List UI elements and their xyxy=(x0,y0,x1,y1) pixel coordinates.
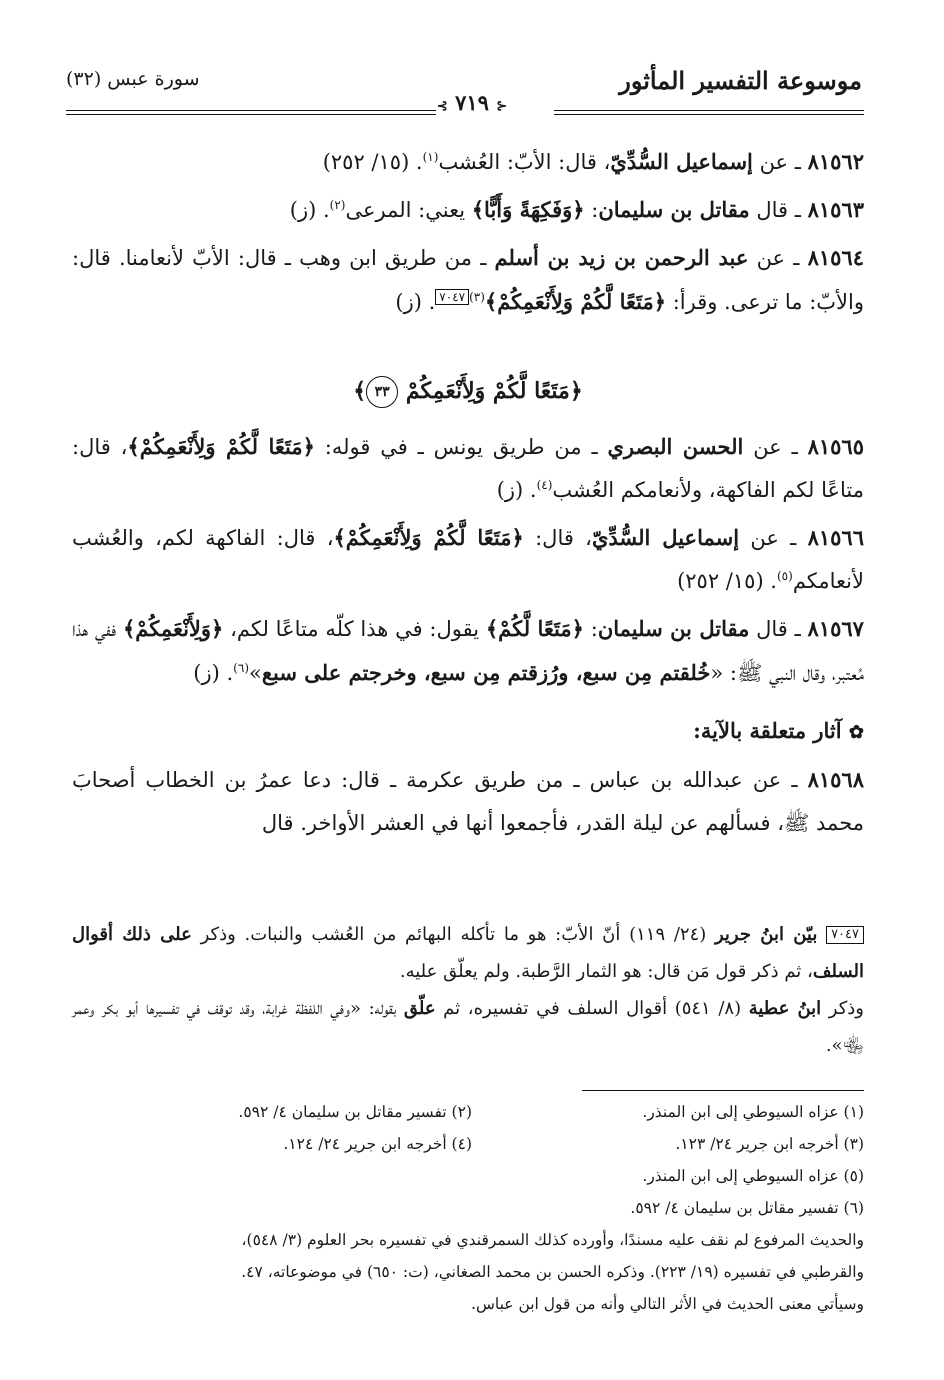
note-paragraph-1 xyxy=(72,916,864,990)
quran-quote: ﴿مَتَعًا لَّكُمْ وَلِأَنْعَمِكُمْ﴾ xyxy=(333,525,524,550)
footnote-ref[interactable]: (٣) xyxy=(469,290,485,304)
footnote-separator xyxy=(582,1090,864,1091)
footnote-6-line-1: والحديث المرفوع لم نقف عليه مسندًا، وأورده كذلك السمرقندي في تفسيره بحر العلوم (٣/ ٥٤٨)، xyxy=(241,1231,864,1249)
footnote-4: (٤) أخرجه ابن جرير ٢٤/ ١٢٤. xyxy=(283,1135,472,1153)
footnote-6-line-3: وسيأتي معنى الحديث في الأثر التالي وأنه من قول ابن عباس. xyxy=(471,1295,864,1313)
hadith-text: خُلقتم مِن سبع، ورُزقتم مِن سبع، وخرجتم على سبع xyxy=(261,660,711,685)
note-paragraph-2 xyxy=(72,990,864,1064)
note-bold: علّق xyxy=(403,998,436,1019)
scholar-name: ابنُ عطية xyxy=(748,998,822,1019)
entry-tail: . (ز) xyxy=(496,478,537,502)
ornament-right: ⊰ xyxy=(496,99,508,114)
entry-number: ٨١٥٦٣ xyxy=(807,197,864,222)
entry-lead: ـ عن xyxy=(756,246,800,270)
entry-81564 xyxy=(72,236,864,324)
entry-81567 xyxy=(72,607,864,695)
entry-text: ، قال: الأبّ: العُشب xyxy=(438,150,611,174)
verse-close: ﴾ xyxy=(353,378,367,404)
note-ref-box[interactable]: ٧٠٤٧ xyxy=(435,289,469,305)
page-number: ٧١٩ xyxy=(455,90,489,115)
entry-text: : xyxy=(584,198,599,222)
note-text: وذكر xyxy=(821,998,864,1019)
entry-text-3: ففي هذا مُعتبر، وقال النبي ﷺ: « xyxy=(72,617,864,685)
note-text: ، ثم ذكر قول مَن قال: هو الثمار الرَّطبة. ولم يعلّق عليه. xyxy=(399,961,813,982)
entry-text-2: يعني: المرعى xyxy=(345,198,472,222)
footnote-2: (٢) تفسير مقاتل بن سليمان ٤/ ٥٩٢. xyxy=(238,1103,472,1121)
section-title: آثار متعلقة بالآية: xyxy=(693,718,842,743)
footnote-ref[interactable]: (٦) xyxy=(233,661,249,675)
entry-lead: ـ قال xyxy=(756,198,801,222)
entry-number: ٨١٥٦٨ xyxy=(807,767,864,792)
entry-81563 xyxy=(72,188,864,232)
entry-tail: . (ز) xyxy=(395,290,436,314)
verse-text: ﴿مَتَعًا لَّكُمْ وَلِأَنْعَمِكُمْ xyxy=(405,378,583,404)
quran-quote: ﴿مَتَعًا لَّكُمْ وَلِأَنْعَمِكُمْ﴾ xyxy=(484,289,667,314)
entry-number: ٨١٥٦٧ xyxy=(807,616,864,641)
note-text: (٢٤/ ١١٩) أنّ الأبّ: هو ما تأكله البهائم من العُشب والنبات. وذكر xyxy=(191,924,715,945)
entry-number: ٨١٥٦٢ xyxy=(807,149,864,174)
footnote-6-line-2: والقرطبي في تفسيره (١٩/ ٢٢٣). وذكره الحسن بن محمد الصغاني، (ت: ٦٥٠) في موضوعاته، ٤٧. xyxy=(241,1263,864,1281)
entry-number: ٨١٥٦٤ xyxy=(807,245,864,270)
footnote-ref[interactable]: (٥) xyxy=(776,569,793,583)
entry-text: ـ من طريق يونس ـ في قوله: xyxy=(314,435,608,459)
scholar-name: بيّن ابنُ جرير xyxy=(714,924,818,945)
narrator-name: مقاتل بن سليمان xyxy=(598,197,750,222)
narrator-name: إسماعيل السُّدِّيّ xyxy=(610,149,753,174)
flower-icon: ✿ xyxy=(848,722,864,743)
entry-text: ـ من طريق ابن وهب ـ قال: الأبّ لأنعامنا. قال: والأبّ: ما ترعى. وقرأ: xyxy=(72,246,864,314)
quran-quote-2: ﴿وَلِأَنْعَمِكُمْ﴾ xyxy=(122,616,224,641)
entry-lead: ـ عن xyxy=(753,435,798,459)
verse-heading xyxy=(72,370,864,413)
entry-tail: . (ز) xyxy=(193,661,234,685)
narrator-name: مقاتل بن سليمان xyxy=(597,616,750,641)
book-title: موسوعة التفسير المأثور xyxy=(619,66,862,95)
footnote-ref[interactable]: (٤) xyxy=(536,478,553,492)
entry-text-2: يقول: في هذا كلّه متاعًا لكم، xyxy=(223,617,486,641)
entry-number: ٨١٥٦٦ xyxy=(807,525,864,550)
note-ref-box: ٧٠٤٧ xyxy=(826,926,864,944)
entry-text-2: ، قال: متاعًا لكم الفاكهة، ولأنعامكم العُشب xyxy=(72,435,864,502)
ornament-left: ⊱ xyxy=(436,99,448,114)
entry-tail: . (١٥/ ٢٥٢) xyxy=(677,569,777,593)
entry-text: : xyxy=(583,617,598,641)
note-text: (٨/ ٥٤١) أقوال السلف في تفسيره، ثم xyxy=(435,998,749,1019)
ayah-number-marker: ٣٣ xyxy=(366,376,398,408)
surah-label: سورة عبس (٣٢) xyxy=(66,68,200,90)
narrator-name: عبد الرحمن بن زيد بن أسلم xyxy=(494,245,749,270)
entry-number: ٨١٥٦٥ xyxy=(807,434,864,459)
footnote-ref[interactable]: (١) xyxy=(422,150,439,164)
entry-lead: ـ عن xyxy=(750,526,797,550)
narrator-name: الحسن البصري xyxy=(607,434,744,459)
entry-text-4: » xyxy=(249,661,262,685)
entry-tail: . (ز) xyxy=(289,198,330,222)
entry-81568 xyxy=(72,758,864,845)
entry-text: ، قال: xyxy=(523,526,592,550)
footnote-5: (٥) عزاه السيوطي إلى ابن المنذر. xyxy=(642,1167,864,1185)
entry-lead: ـ قال xyxy=(756,617,801,641)
footnotes xyxy=(72,1096,864,1320)
entry-81565 xyxy=(72,425,864,512)
entry-tail: . (١٥/ ٢٥٢) xyxy=(322,150,423,174)
quran-quote: ﴿مَتَعًا لَّكُمْ وَلِأَنْعَمِكُمْ﴾ xyxy=(127,434,315,459)
main-text xyxy=(72,140,864,849)
narrator-name: إسماعيل السُّدِّيّ xyxy=(591,525,740,550)
entry-lead: ـ عن xyxy=(759,150,801,174)
entry-81566 xyxy=(72,516,864,603)
note-text: بقوله: «وفي اللفظة غرابة، وقد توقف في تفسيرها أبو بكر وعمر ﵄». xyxy=(72,998,864,1056)
note-bold: على ذلك أقوال السلف xyxy=(72,924,864,982)
footnote-ref[interactable]: (٢) xyxy=(329,198,346,212)
footnote-1: (١) عزاه السيوطي إلى ابن المنذر. xyxy=(642,1103,864,1121)
editor-note xyxy=(72,916,864,1064)
entry-81562 xyxy=(72,140,864,184)
footnote-6: (٦) تفسير مقاتل بن سليمان ٤/ ٥٩٢. xyxy=(630,1199,864,1217)
section-heading xyxy=(72,709,864,754)
footnote-3: (٣) أخرجه ابن جرير ٢٤/ ١٢٣. xyxy=(675,1135,864,1153)
quran-quote: ﴿وَفَكِهَةً وَأَبًّا﴾ xyxy=(471,197,585,222)
header-rule-left xyxy=(66,110,436,115)
footnote-grid xyxy=(72,1096,864,1160)
header-rule-right xyxy=(554,110,864,115)
entry-text: ـ عن عبدالله بن عباس ـ من طريق عكرمة ـ قال: دعا عمرُ بن الخطاب أصحابَ محمد ﷺ، فسألهم عن ليلة القدر، فأجمعوا أنها في العشر الأواخر. قال xyxy=(72,768,864,835)
quran-quote: ﴿مَتَعًا لَّكُمْ﴾ xyxy=(485,616,584,641)
entry-text-2: ، قال: الفاكهة لكم، والعُشب لأنعامكم xyxy=(72,526,864,593)
note-text xyxy=(817,924,826,945)
